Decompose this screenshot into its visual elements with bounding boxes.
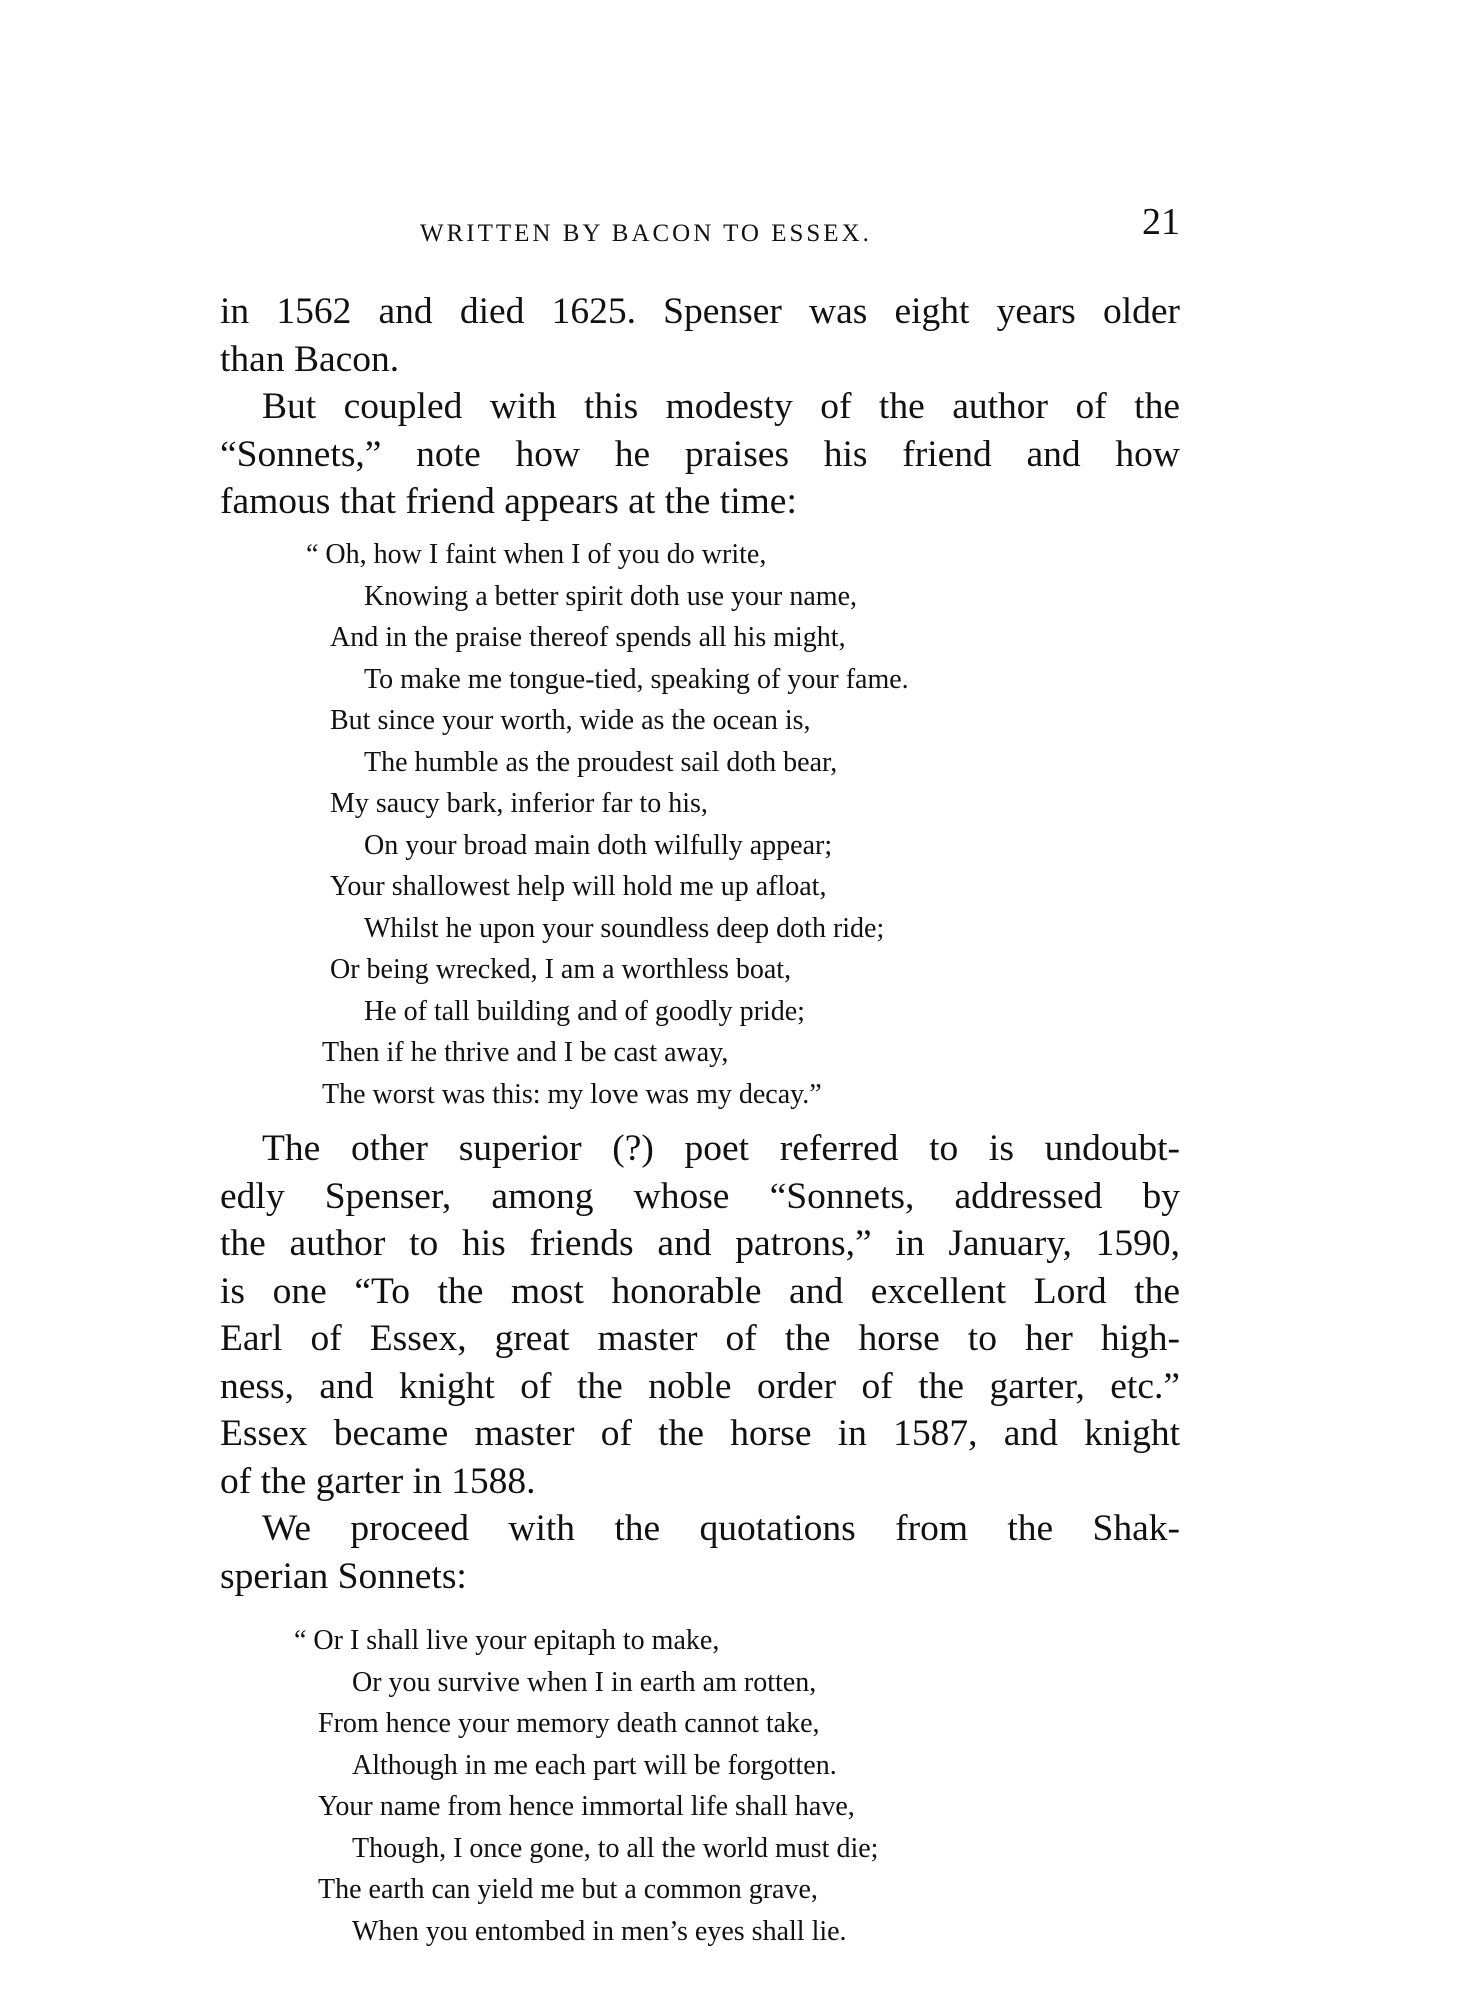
sonnet-quotation-2 (294, 1620, 879, 1952)
poem-line: Your name from hence immortal life shall have, (318, 1791, 855, 1822)
poem-line: Then if he thrive and I be cast away, (322, 1037, 729, 1068)
sonnet-quotation-1 (306, 534, 909, 1115)
poem-line: Though, I once gone, to all the world must die; (352, 1832, 879, 1864)
running-title: WRITTEN BY BACON TO ESSEX. (420, 220, 872, 247)
text-line: is one “To the most honorable and excellent Lord the (220, 1270, 1180, 1312)
paragraph-continued (220, 288, 1180, 383)
paragraph-proceed (220, 1505, 1180, 1600)
text-line: famous that friend appears at the time: (220, 481, 797, 522)
text-line: in 1562 and died 1625. Spenser was eight years older (220, 291, 1180, 332)
poem-line: My saucy bark, inferior far to his, (330, 788, 708, 819)
running-head (220, 200, 1180, 260)
text-line: We proceed with the quotations from the Shak- (262, 1508, 1180, 1549)
poem-line: He of tall building and of goodly pride; (364, 995, 805, 1027)
text-line: The other superior (?) poet referred to is undoubt- (262, 1128, 1180, 1169)
text-line: the author to his friends and patrons,” in January, 1590, (220, 1223, 1180, 1264)
poem-line: But since your worth, wide as the ocean is, (330, 705, 811, 736)
page-number: 21 (1142, 201, 1180, 243)
text-line: “Sonnets,” note how he praises his friend and how (220, 433, 1180, 475)
poem-line: From hence your memory death cannot take, (318, 1708, 820, 1739)
poem-line: “ Oh, how I faint when I of you do write, (306, 539, 767, 570)
text-line: of the garter in 1588. (220, 1460, 536, 1502)
poem-line: The humble as the proudest sail doth bear, (364, 746, 838, 778)
poem-line: Whilst he upon your soundless deep doth ride; (364, 912, 885, 944)
poem-line: To make me tongue-tied, speaking of your fame. (364, 663, 909, 695)
poem-line: When you entombed in men’s eyes shall lie. (352, 1915, 847, 1947)
poem-line: Although in me each part will be forgotten. (352, 1749, 837, 1781)
poem-line: Knowing a better spirit doth use your name, (364, 580, 858, 612)
poem-line: The worst was this: my love was my decay.” (322, 1078, 822, 1110)
text-line: ness, and knight of the noble order of the garter, etc.” (220, 1365, 1180, 1407)
poem-line: “ Or I shall live your epitaph to make, (294, 1625, 720, 1656)
text-line: Earl of Essex, great master of the horse to her high- (220, 1318, 1180, 1359)
text-line: Essex became master of the horse in 1587, and knight (220, 1413, 1180, 1454)
poem-line: Or you survive when I in earth am rotten, (352, 1666, 817, 1698)
poem-line: Your shallowest help will hold me up afloat, (330, 871, 827, 902)
paragraph-spenser (220, 1125, 1180, 1505)
poem-line: The earth can yield me but a common grave, (318, 1874, 818, 1905)
poem-line: Or being wrecked, I am a worthless boat, (330, 954, 792, 985)
text-line: edly Spenser, among whose “Sonnets, addressed by (220, 1175, 1180, 1217)
poem-line: And in the praise thereof spends all his might, (330, 622, 846, 653)
text-line: sperian Sonnets: (220, 1555, 467, 1597)
text-line: than Bacon. (220, 338, 400, 380)
poem-line: On your broad main doth wilfully appear; (364, 829, 833, 861)
text-line: But coupled with this modesty of the author of the (262, 386, 1180, 427)
paragraph-modesty (220, 383, 1180, 526)
